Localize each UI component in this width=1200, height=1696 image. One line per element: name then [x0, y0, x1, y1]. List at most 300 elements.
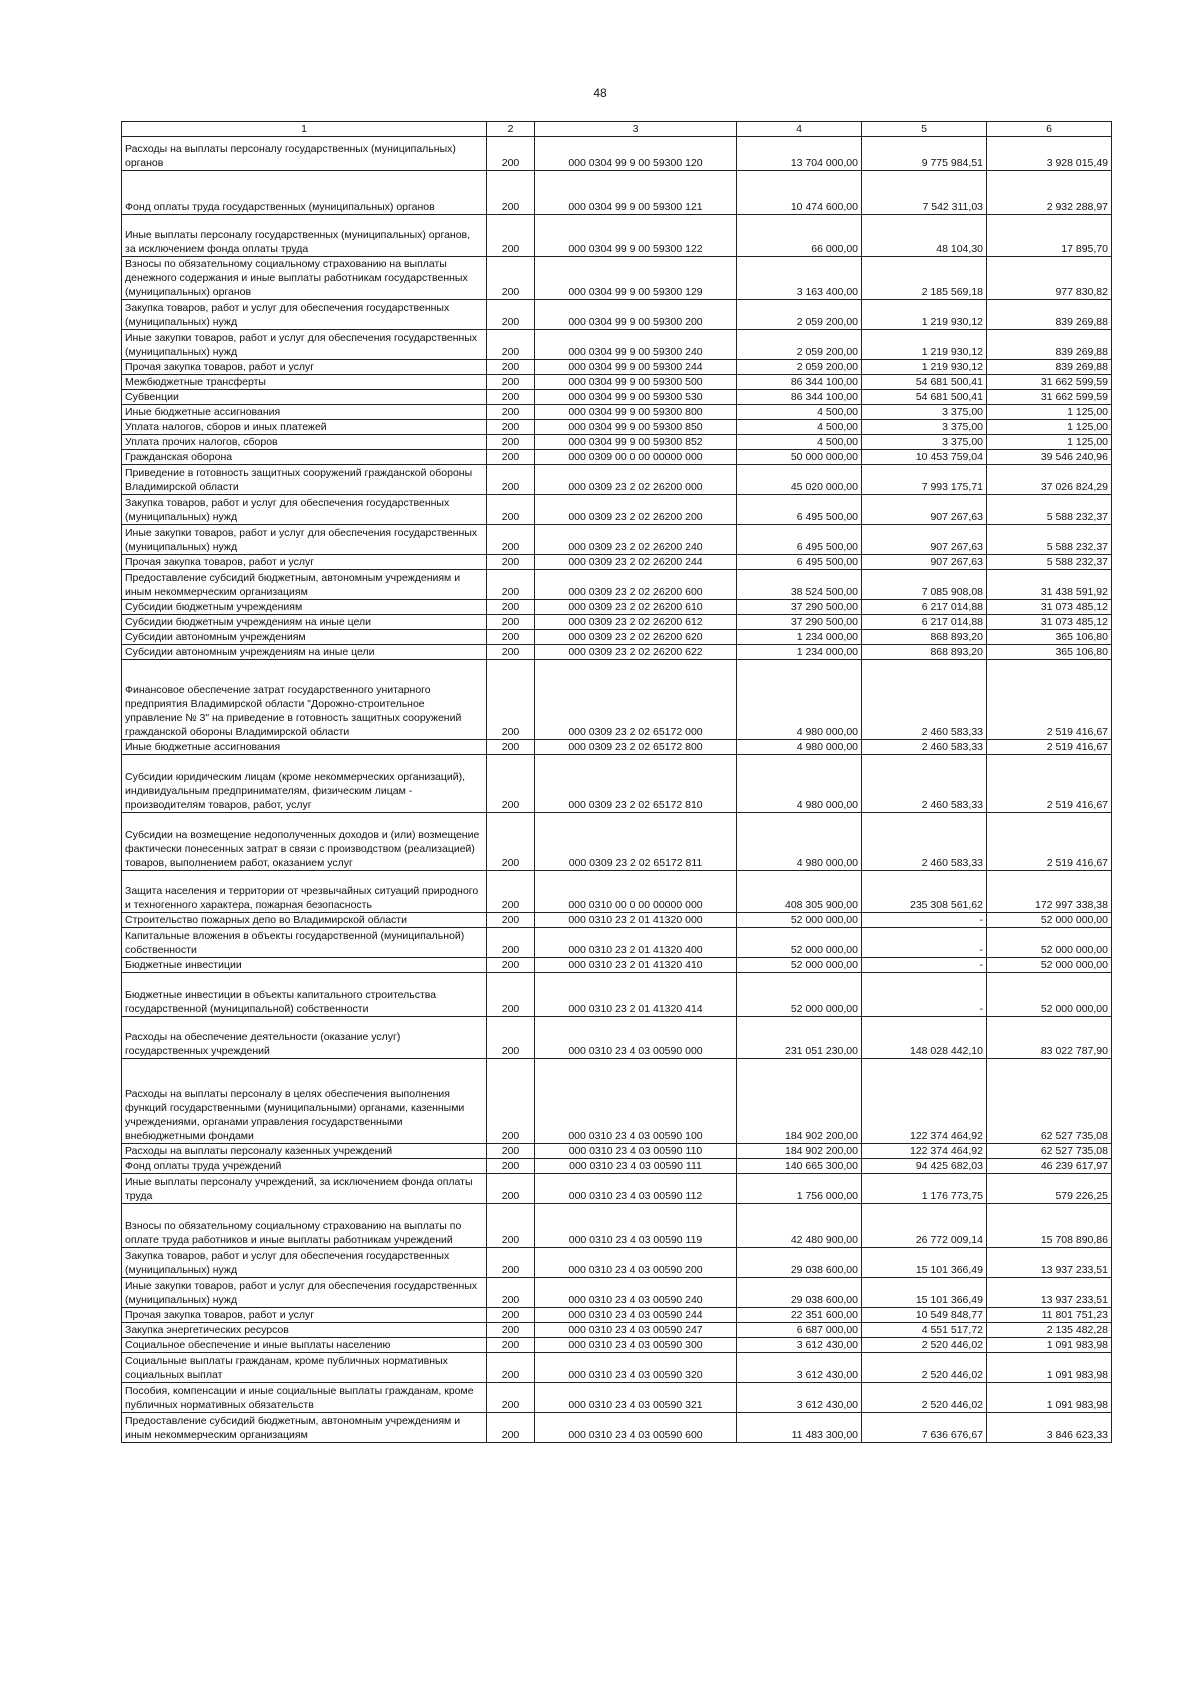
table-row — [122, 813, 1112, 871]
row-value6-cell: 13 937 233,51 — [987, 1248, 1112, 1278]
row-value4-cell: 140 665 300,00 — [737, 1159, 862, 1174]
row-code-cell: 000 0310 23 4 03 00590 111 — [535, 1159, 737, 1174]
row-code-cell: 000 0309 00 0 00 00000 000 — [535, 450, 737, 465]
row-col2-cell: 200 — [487, 1017, 535, 1059]
row-name-cell: Уплата прочих налогов, сборов — [122, 435, 487, 450]
row-code-cell: 000 0309 23 2 02 26200 610 — [535, 600, 737, 615]
page-number: 48 — [593, 86, 607, 100]
row-value6-cell: 365 106,80 — [987, 630, 1112, 645]
table-row — [122, 420, 1112, 435]
row-name-cell: Финансовое обеспечение затрат государственного унитарного предприятия Владимирской области "Дорожно-строительное управление № 3" на приведение в готовность защитных сооружений гражданской обороны Владимирской области — [122, 660, 487, 740]
row-code-cell: 000 0304 99 9 00 59300 129 — [535, 257, 737, 300]
row-col2-cell: 200 — [487, 1308, 535, 1323]
table-row — [122, 973, 1112, 1017]
row-value4-cell: 52 000 000,00 — [737, 958, 862, 973]
row-name-cell: Социальные выплаты гражданам, кроме публичных нормативных социальных выплат — [122, 1353, 487, 1383]
row-col2-cell: 200 — [487, 465, 535, 495]
row-value4-cell: 52 000 000,00 — [737, 913, 862, 928]
row-name-cell: Закупка энергетических ресурсов — [122, 1323, 487, 1338]
row-code-cell: 000 0304 99 9 00 59300 121 — [535, 171, 737, 215]
row-code-cell: 000 0309 23 2 02 26200 200 — [535, 495, 737, 525]
table-row — [122, 913, 1112, 928]
table-row — [122, 740, 1112, 755]
budget-report-table — [121, 121, 1112, 1443]
row-code-cell: 000 0304 99 9 00 59300 800 — [535, 405, 737, 420]
row-code-cell: 000 0310 23 2 01 41320 414 — [535, 973, 737, 1017]
row-value4-cell: 37 290 500,00 — [737, 600, 862, 615]
table-row — [122, 958, 1112, 973]
row-value5-cell: 907 267,63 — [862, 525, 987, 555]
table-row — [122, 450, 1112, 465]
row-value5-cell: 2 520 446,02 — [862, 1353, 987, 1383]
row-value4-cell: 1 234 000,00 — [737, 645, 862, 660]
row-col2-cell: 200 — [487, 420, 535, 435]
row-value5-cell: 10 453 759,04 — [862, 450, 987, 465]
table-row — [122, 300, 1112, 330]
row-value5-cell: 2 520 446,02 — [862, 1383, 987, 1413]
table-row — [122, 1338, 1112, 1353]
row-value6-cell: 977 830,82 — [987, 257, 1112, 300]
table-row — [122, 570, 1112, 600]
row-name-cell: Иные бюджетные ассигнования — [122, 740, 487, 755]
row-col2-cell: 200 — [487, 740, 535, 755]
table-row — [122, 660, 1112, 740]
row-value4-cell: 408 305 900,00 — [737, 871, 862, 913]
table-row — [122, 1159, 1112, 1174]
table-row — [122, 435, 1112, 450]
row-value4-cell: 4 980 000,00 — [737, 755, 862, 813]
row-col2-cell: 200 — [487, 871, 535, 913]
row-value6-cell: 365 106,80 — [987, 645, 1112, 660]
row-name-cell: Субсидии бюджетным учреждениям — [122, 600, 487, 615]
row-col2-cell: 200 — [487, 171, 535, 215]
row-value4-cell: 66 000,00 — [737, 215, 862, 257]
row-value5-cell: 2 460 583,33 — [862, 755, 987, 813]
row-value4-cell: 50 000 000,00 — [737, 450, 862, 465]
row-value5-cell: 15 101 366,49 — [862, 1278, 987, 1308]
row-value4-cell: 13 704 000,00 — [737, 137, 862, 171]
row-col2-cell: 200 — [487, 1278, 535, 1308]
row-col2-cell: 200 — [487, 1413, 535, 1443]
row-code-cell: 000 0304 99 9 00 59300 530 — [535, 390, 737, 405]
row-value6-cell: 2 519 416,67 — [987, 755, 1112, 813]
header-col-2: 2 — [487, 122, 535, 137]
row-code-cell: 000 0304 99 9 00 59300 500 — [535, 375, 737, 390]
row-value6-cell: 1 091 983,98 — [987, 1338, 1112, 1353]
row-code-cell: 000 0309 23 2 02 65172 000 — [535, 660, 737, 740]
table-row — [122, 1248, 1112, 1278]
row-code-cell: 000 0309 23 2 02 26200 000 — [535, 465, 737, 495]
row-value6-cell: 5 588 232,37 — [987, 555, 1112, 570]
row-code-cell: 000 0310 23 4 03 00590 112 — [535, 1174, 737, 1204]
row-code-cell: 000 0310 23 4 03 00590 000 — [535, 1017, 737, 1059]
row-value6-cell: 11 801 751,23 — [987, 1308, 1112, 1323]
row-value6-cell: 2 135 482,28 — [987, 1323, 1112, 1338]
row-value4-cell: 6 495 500,00 — [737, 525, 862, 555]
row-code-cell: 000 0309 23 2 02 26200 620 — [535, 630, 737, 645]
row-name-cell: Взносы по обязательному социальному страхованию на выплаты по оплате труда работников и иные выплаты работникам учреждений — [122, 1204, 487, 1248]
header-col-1: 1 — [122, 122, 487, 137]
row-col2-cell: 200 — [487, 215, 535, 257]
row-name-cell: Приведение в готовность защитных сооружений гражданской обороны Владимирской области — [122, 465, 487, 495]
row-value4-cell: 6 687 000,00 — [737, 1323, 862, 1338]
row-value5-cell: 2 460 583,33 — [862, 660, 987, 740]
row-value4-cell: 6 495 500,00 — [737, 555, 862, 570]
row-col2-cell: 200 — [487, 1144, 535, 1159]
row-code-cell: 000 0309 23 2 02 26200 600 — [535, 570, 737, 600]
row-code-cell: 000 0309 23 2 02 65172 811 — [535, 813, 737, 871]
row-value6-cell: 172 997 338,38 — [987, 871, 1112, 913]
row-col2-cell: 200 — [487, 928, 535, 958]
row-code-cell: 000 0310 23 4 03 00590 600 — [535, 1413, 737, 1443]
row-value5-cell: 7 993 175,71 — [862, 465, 987, 495]
table-row — [122, 1308, 1112, 1323]
row-code-cell: 000 0304 99 9 00 59300 240 — [535, 330, 737, 360]
row-value5-cell: 3 375,00 — [862, 435, 987, 450]
row-value6-cell: 15 708 890,86 — [987, 1204, 1112, 1248]
row-value6-cell: 3 846 623,33 — [987, 1413, 1112, 1443]
row-col2-cell: 200 — [487, 1383, 535, 1413]
table-row — [122, 1278, 1112, 1308]
row-value4-cell: 38 524 500,00 — [737, 570, 862, 600]
table-row — [122, 1353, 1112, 1383]
row-value5-cell: - — [862, 958, 987, 973]
row-value5-cell: 3 375,00 — [862, 420, 987, 435]
row-code-cell: 000 0309 23 2 02 65172 800 — [535, 740, 737, 755]
row-code-cell: 000 0310 23 4 03 00590 300 — [535, 1338, 737, 1353]
row-value4-cell: 1 234 000,00 — [737, 630, 862, 645]
row-value5-cell: 1 219 930,12 — [862, 300, 987, 330]
row-code-cell: 000 0310 23 4 03 00590 100 — [535, 1059, 737, 1144]
row-value5-cell: 26 772 009,14 — [862, 1204, 987, 1248]
row-value4-cell: 3 163 400,00 — [737, 257, 862, 300]
header-col-6: 6 — [987, 122, 1112, 137]
row-code-cell: 000 0310 23 4 03 00590 320 — [535, 1353, 737, 1383]
row-col2-cell: 200 — [487, 1323, 535, 1338]
table-row — [122, 1017, 1112, 1059]
row-name-cell: Иные закупки товаров, работ и услуг для обеспечения государственных (муниципальных) нужд — [122, 1278, 487, 1308]
row-name-cell: Закупка товаров, работ и услуг для обеспечения государственных (муниципальных) нужд — [122, 1248, 487, 1278]
table-row — [122, 1204, 1112, 1248]
row-code-cell: 000 0310 23 2 01 41320 400 — [535, 928, 737, 958]
row-value6-cell: 839 269,88 — [987, 330, 1112, 360]
row-code-cell: 000 0309 23 2 02 26200 240 — [535, 525, 737, 555]
row-name-cell: Расходы на выплаты персоналу государственных (муниципальных) органов — [122, 137, 487, 171]
row-name-cell: Субсидии бюджетным учреждениям на иные цели — [122, 615, 487, 630]
row-value5-cell: 7 542 311,03 — [862, 171, 987, 215]
row-col2-cell: 200 — [487, 1338, 535, 1353]
row-code-cell: 000 0309 23 2 02 26200 244 — [535, 555, 737, 570]
row-value6-cell: 31 438 591,92 — [987, 570, 1112, 600]
table-row — [122, 1059, 1112, 1144]
row-value4-cell: 29 038 600,00 — [737, 1248, 862, 1278]
row-value6-cell: 1 091 983,98 — [987, 1383, 1112, 1413]
table-row — [122, 630, 1112, 645]
row-value4-cell: 4 980 000,00 — [737, 660, 862, 740]
row-value5-cell: 6 217 014,88 — [862, 600, 987, 615]
table-row — [122, 600, 1112, 615]
table-header-row — [122, 122, 1112, 137]
row-name-cell: Расходы на выплаты персоналу казенных учреждений — [122, 1144, 487, 1159]
row-value5-cell: 54 681 500,41 — [862, 390, 987, 405]
row-value5-cell: 868 893,20 — [862, 645, 987, 660]
row-value6-cell: 17 895,70 — [987, 215, 1112, 257]
row-name-cell: Расходы на выплаты персоналу в целях обеспечения выполнения функций государственными (муниципальными) органами, казенными учреждениями, органами управления государственными внебюджетными фондами — [122, 1059, 487, 1144]
row-value6-cell: 1 125,00 — [987, 405, 1112, 420]
row-col2-cell: 200 — [487, 257, 535, 300]
table-row — [122, 755, 1112, 813]
row-value4-cell: 11 483 300,00 — [737, 1413, 862, 1443]
row-name-cell: Предоставление субсидий бюджетным, автономным учреждениям и иным некоммерческим организациям — [122, 570, 487, 600]
row-value6-cell: 1 125,00 — [987, 435, 1112, 450]
row-name-cell: Межбюджетные трансферты — [122, 375, 487, 390]
table-row — [122, 465, 1112, 495]
row-col2-cell: 200 — [487, 755, 535, 813]
row-value4-cell: 4 500,00 — [737, 420, 862, 435]
header-col-3: 3 — [535, 122, 737, 137]
row-value5-cell: 1 219 930,12 — [862, 360, 987, 375]
row-col2-cell: 200 — [487, 1248, 535, 1278]
row-value4-cell: 4 980 000,00 — [737, 740, 862, 755]
row-code-cell: 000 0310 23 4 03 00590 244 — [535, 1308, 737, 1323]
row-value6-cell: 1 125,00 — [987, 420, 1112, 435]
table-row — [122, 1323, 1112, 1338]
row-col2-cell: 200 — [487, 570, 535, 600]
row-value4-cell: 4 500,00 — [737, 435, 862, 450]
row-value4-cell: 231 051 230,00 — [737, 1017, 862, 1059]
row-value4-cell: 3 612 430,00 — [737, 1383, 862, 1413]
row-name-cell: Субсидии автономным учреждениям — [122, 630, 487, 645]
row-name-cell: Расходы на обеспечение деятельности (оказание услуг) государственных учреждений — [122, 1017, 487, 1059]
row-col2-cell: 200 — [487, 615, 535, 630]
table-row — [122, 137, 1112, 171]
row-value6-cell: 37 026 824,29 — [987, 465, 1112, 495]
row-col2-cell: 200 — [487, 390, 535, 405]
row-value4-cell: 3 612 430,00 — [737, 1338, 862, 1353]
row-code-cell: 000 0310 00 0 00 00000 000 — [535, 871, 737, 913]
table-row — [122, 1413, 1112, 1443]
row-code-cell: 000 0304 99 9 00 59300 244 — [535, 360, 737, 375]
row-col2-cell: 200 — [487, 405, 535, 420]
row-value5-cell: - — [862, 973, 987, 1017]
row-col2-cell: 200 — [487, 973, 535, 1017]
row-col2-cell: 200 — [487, 660, 535, 740]
row-col2-cell: 200 — [487, 375, 535, 390]
row-name-cell: Капитальные вложения в объекты государственной (муниципальной) собственности — [122, 928, 487, 958]
row-value4-cell: 37 290 500,00 — [737, 615, 862, 630]
header-col-5: 5 — [862, 122, 987, 137]
row-value5-cell: 4 551 517,72 — [862, 1323, 987, 1338]
row-value4-cell: 4 500,00 — [737, 405, 862, 420]
row-value5-cell: 10 549 848,77 — [862, 1308, 987, 1323]
row-value5-cell: 1 176 773,75 — [862, 1174, 987, 1204]
row-col2-cell: 200 — [487, 645, 535, 660]
row-value4-cell: 86 344 100,00 — [737, 390, 862, 405]
row-value5-cell: 15 101 366,49 — [862, 1248, 987, 1278]
row-value5-cell: 122 374 464,92 — [862, 1059, 987, 1144]
row-col2-cell: 200 — [487, 600, 535, 615]
row-name-cell: Прочая закупка товаров, работ и услуг — [122, 1308, 487, 1323]
table-row — [122, 360, 1112, 375]
row-value6-cell: 62 527 735,08 — [987, 1059, 1112, 1144]
row-value4-cell: 52 000 000,00 — [737, 973, 862, 1017]
row-name-cell: Защита населения и территории от чрезвычайных ситуаций природного и техногенного характера, пожарная безопасность — [122, 871, 487, 913]
row-value5-cell: - — [862, 913, 987, 928]
row-code-cell: 000 0309 23 2 02 26200 622 — [535, 645, 737, 660]
row-col2-cell: 200 — [487, 958, 535, 973]
row-value6-cell: 52 000 000,00 — [987, 928, 1112, 958]
row-name-cell: Фонд оплаты труда государственных (муниципальных) органов — [122, 171, 487, 215]
table-row — [122, 390, 1112, 405]
row-value5-cell: 235 308 561,62 — [862, 871, 987, 913]
row-col2-cell: 200 — [487, 555, 535, 570]
row-code-cell: 000 0304 99 9 00 59300 200 — [535, 300, 737, 330]
row-col2-cell: 200 — [487, 630, 535, 645]
row-name-cell: Фонд оплаты труда учреждений — [122, 1159, 487, 1174]
row-value6-cell: 31 662 599,59 — [987, 390, 1112, 405]
row-code-cell: 000 0310 23 4 03 00590 247 — [535, 1323, 737, 1338]
row-code-cell: 000 0304 99 9 00 59300 120 — [535, 137, 737, 171]
row-col2-cell: 200 — [487, 330, 535, 360]
row-value6-cell: 31 073 485,12 — [987, 600, 1112, 615]
row-value5-cell: 868 893,20 — [862, 630, 987, 645]
row-value5-cell: 1 219 930,12 — [862, 330, 987, 360]
row-value5-cell: - — [862, 928, 987, 958]
row-value4-cell: 6 495 500,00 — [737, 495, 862, 525]
row-col2-cell: 200 — [487, 495, 535, 525]
table-row — [122, 495, 1112, 525]
row-col2-cell: 200 — [487, 525, 535, 555]
row-value6-cell: 52 000 000,00 — [987, 973, 1112, 1017]
row-value5-cell: 6 217 014,88 — [862, 615, 987, 630]
table-row — [122, 257, 1112, 300]
row-value4-cell: 4 980 000,00 — [737, 813, 862, 871]
row-value5-cell: 2 520 446,02 — [862, 1338, 987, 1353]
row-col2-cell: 200 — [487, 360, 535, 375]
row-value5-cell: 907 267,63 — [862, 555, 987, 570]
row-value4-cell: 45 020 000,00 — [737, 465, 862, 495]
row-col2-cell: 200 — [487, 450, 535, 465]
row-value5-cell: 148 028 442,10 — [862, 1017, 987, 1059]
row-value4-cell: 22 351 600,00 — [737, 1308, 862, 1323]
row-name-cell: Закупка товаров, работ и услуг для обеспечения государственных (муниципальных) нужд — [122, 300, 487, 330]
row-name-cell: Прочая закупка товаров, работ и услуг — [122, 360, 487, 375]
row-value6-cell: 2 519 416,67 — [987, 740, 1112, 755]
row-value6-cell: 39 546 240,96 — [987, 450, 1112, 465]
row-value6-cell: 2 932 288,97 — [987, 171, 1112, 215]
row-name-cell: Субсидии юридическим лицам (кроме некоммерческих организаций), индивидуальным предпринимателям, физическим лицам - производителям товаров, работ, услуг — [122, 755, 487, 813]
row-value6-cell: 52 000 000,00 — [987, 958, 1112, 973]
row-name-cell: Пособия, компенсации и иные социальные выплаты гражданам, кроме публичных нормативных обязательств — [122, 1383, 487, 1413]
row-code-cell: 000 0304 99 9 00 59300 852 — [535, 435, 737, 450]
row-col2-cell: 200 — [487, 1204, 535, 1248]
row-col2-cell: 200 — [487, 137, 535, 171]
row-value5-cell: 7 085 908,08 — [862, 570, 987, 600]
row-name-cell: Гражданская оборона — [122, 450, 487, 465]
row-col2-cell: 200 — [487, 1159, 535, 1174]
table-row — [122, 1174, 1112, 1204]
row-value5-cell: 48 104,30 — [862, 215, 987, 257]
row-value5-cell: 122 374 464,92 — [862, 1144, 987, 1159]
table-row — [122, 405, 1112, 420]
row-code-cell: 000 0310 23 2 01 41320 410 — [535, 958, 737, 973]
row-col2-cell: 200 — [487, 1059, 535, 1144]
table-row — [122, 928, 1112, 958]
table-row — [122, 615, 1112, 630]
row-name-cell: Субвенции — [122, 390, 487, 405]
row-value5-cell: 3 375,00 — [862, 405, 987, 420]
row-value5-cell: 2 460 583,33 — [862, 740, 987, 755]
row-code-cell: 000 0309 23 2 02 65172 810 — [535, 755, 737, 813]
row-name-cell: Уплата налогов, сборов и иных платежей — [122, 420, 487, 435]
row-col2-cell: 200 — [487, 913, 535, 928]
table-row — [122, 1144, 1112, 1159]
row-value6-cell: 31 662 599,59 — [987, 375, 1112, 390]
row-name-cell: Прочая закупка товаров, работ и услуг — [122, 555, 487, 570]
row-col2-cell: 200 — [487, 435, 535, 450]
row-value4-cell: 42 480 900,00 — [737, 1204, 862, 1248]
table-row — [122, 525, 1112, 555]
row-value4-cell: 184 902 200,00 — [737, 1059, 862, 1144]
row-name-cell: Иные выплаты персоналу учреждений, за исключением фонда оплаты труда — [122, 1174, 487, 1204]
row-value5-cell: 94 425 682,03 — [862, 1159, 987, 1174]
table-row — [122, 171, 1112, 215]
row-name-cell: Иные выплаты персоналу государственных (муниципальных) органов, за исключением фонда оплаты труда — [122, 215, 487, 257]
row-name-cell: Бюджетные инвестиции в объекты капитального строительства государственной (муниципальной) собственности — [122, 973, 487, 1017]
row-value5-cell: 2 185 569,18 — [862, 257, 987, 300]
row-code-cell: 000 0310 23 4 03 00590 240 — [535, 1278, 737, 1308]
row-value6-cell: 83 022 787,90 — [987, 1017, 1112, 1059]
row-code-cell: 000 0309 23 2 02 26200 612 — [535, 615, 737, 630]
row-col2-cell: 200 — [487, 1174, 535, 1204]
row-code-cell: 000 0304 99 9 00 59300 850 — [535, 420, 737, 435]
table-row — [122, 215, 1112, 257]
row-name-cell: Иные закупки товаров, работ и услуг для обеспечения государственных (муниципальных) нужд — [122, 330, 487, 360]
row-value4-cell: 2 059 200,00 — [737, 360, 862, 375]
row-value6-cell: 2 519 416,67 — [987, 813, 1112, 871]
row-col2-cell: 200 — [487, 813, 535, 871]
row-value6-cell: 5 588 232,37 — [987, 495, 1112, 525]
row-value6-cell: 5 588 232,37 — [987, 525, 1112, 555]
row-value5-cell: 7 636 676,67 — [862, 1413, 987, 1443]
row-name-cell: Иные закупки товаров, работ и услуг для обеспечения государственных (муниципальных) нужд — [122, 525, 487, 555]
row-value5-cell: 907 267,63 — [862, 495, 987, 525]
row-value4-cell: 10 474 600,00 — [737, 171, 862, 215]
row-code-cell: 000 0310 23 4 03 00590 200 — [535, 1248, 737, 1278]
row-value6-cell: 13 937 233,51 — [987, 1278, 1112, 1308]
row-code-cell: 000 0310 23 4 03 00590 110 — [535, 1144, 737, 1159]
row-value6-cell: 2 519 416,67 — [987, 660, 1112, 740]
table-row — [122, 555, 1112, 570]
row-value5-cell: 54 681 500,41 — [862, 375, 987, 390]
row-name-cell: Взносы по обязательному социальному страхованию на выплаты денежного содержания и иные выплаты работникам государственных (муниципальных) органов — [122, 257, 487, 300]
row-value4-cell: 2 059 200,00 — [737, 330, 862, 360]
row-value4-cell: 184 902 200,00 — [737, 1144, 862, 1159]
row-name-cell: Бюджетные инвестиции — [122, 958, 487, 973]
header-col-4: 4 — [737, 122, 862, 137]
table-row — [122, 1383, 1112, 1413]
row-value5-cell: 2 460 583,33 — [862, 813, 987, 871]
row-name-cell: Предоставление субсидий бюджетным, автономным учреждениям и иным некоммерческим организациям — [122, 1413, 487, 1443]
row-value6-cell: 62 527 735,08 — [987, 1144, 1112, 1159]
row-name-cell: Закупка товаров, работ и услуг для обеспечения государственных (муниципальных) нужд — [122, 495, 487, 525]
row-code-cell: 000 0310 23 2 01 41320 000 — [535, 913, 737, 928]
row-col2-cell: 200 — [487, 300, 535, 330]
table-row — [122, 375, 1112, 390]
row-name-cell: Субсидии автономным учреждениям на иные цели — [122, 645, 487, 660]
row-name-cell: Субсидии на возмещение недополученных доходов и (или) возмещение фактически понесенных затрат в связи с производством (реализацией) товаров, выполнением работ, оказанием услуг — [122, 813, 487, 871]
row-code-cell: 000 0304 99 9 00 59300 122 — [535, 215, 737, 257]
